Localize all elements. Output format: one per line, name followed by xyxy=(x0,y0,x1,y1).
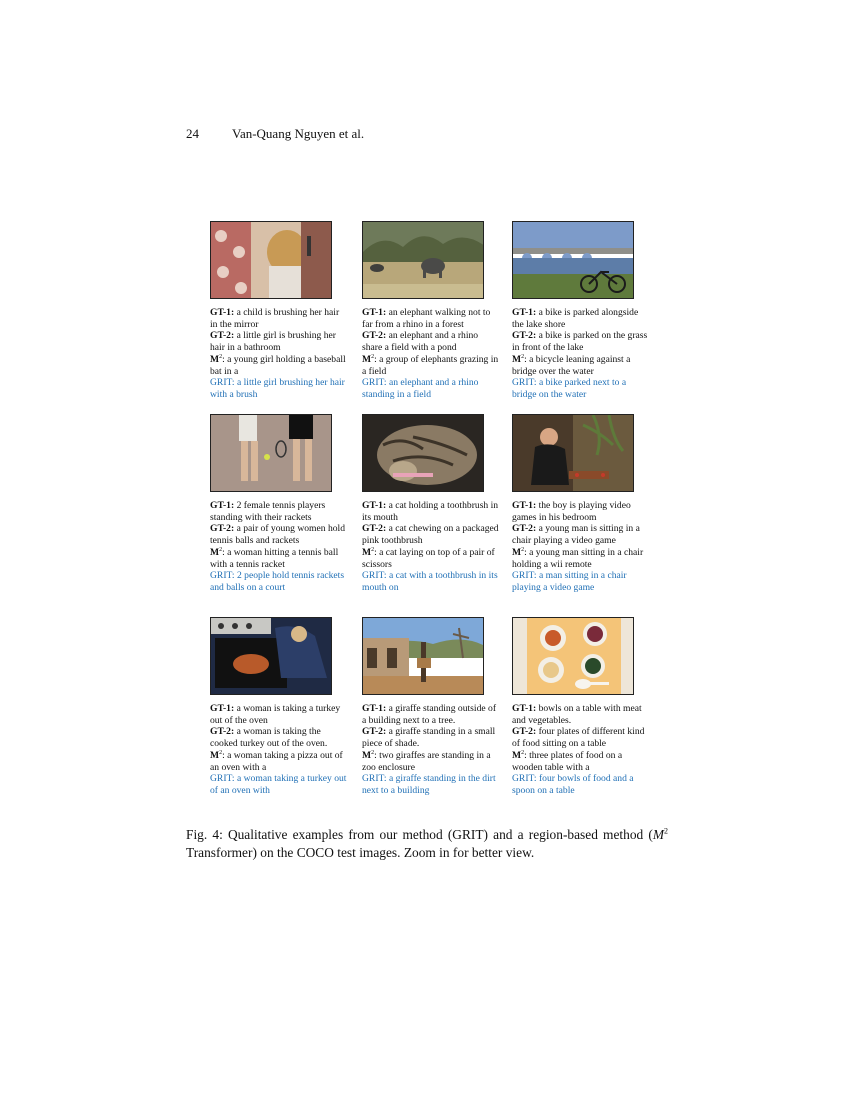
grit-caption: GRIT: a bike parked next to a bridge on the water xyxy=(512,377,627,400)
example-6 xyxy=(512,414,652,594)
caption-block: GT-1: a giraffe standing outside of a building next to a tree. GT-2: a giraffe standing in a small piece of shade. $M^2$: two giraffes are standing in a zoo enclosure GRIT: a giraffe standing in the dirt next to a building xyxy=(362,703,497,796)
example-7 xyxy=(210,617,350,797)
grit-caption: GRIT: a woman taking a turkey out of an oven with xyxy=(210,773,347,796)
caption-block: GT-1: 2 female tennis players standing with their rackets GT-2: a pair of young women hold tennis balls and rackets $M^2$: a woman hitting a tennis ball with a tennis racket GRIT: 2 people hold tennis rackets and balls on a court xyxy=(210,500,346,593)
grit-caption: GRIT: an elephant and a rhino standing in a field xyxy=(362,377,479,400)
caption-block: GT-1: the boy is playing video games in his bedroom GT-2: a young man is sitting in a chair playing a video game $M^2$: a young man sitting in a chair holding a wii remote GRIT: a man sitting in a chair playing a video game xyxy=(512,500,644,593)
photo-bike-lake xyxy=(512,221,634,299)
photo-tennis-players xyxy=(210,414,332,492)
caption-block: GT-1: an elephant walking not to far from a rhino in a forest GT-2: an elephant and a rhino share a field with a pond $M^2$: a group of elephants grazing in a field GRIT: an elephant and a rhino standing in a field xyxy=(362,307,499,400)
caption-block: GT-1: bowls on a table with meat and vegetables. GT-2: four plates of different kind of food sitting on a table $M^2$: three plates of food on a wooden table with a GRIT: four bowls of food and a spoon on a table xyxy=(512,703,645,796)
grit-caption: GRIT: a cat with a toothbrush in its mouth on xyxy=(362,570,498,593)
page-number: 24 xyxy=(186,126,199,141)
caption-block: GT-1: a woman is taking a turkey out of the oven GT-2: a woman is taking the cooked turkey out of the oven. $M^2$: a woman taking a pizza out of an oven with a GRIT: a woman taking a turkey out of an oven with xyxy=(210,703,347,796)
running-authors: Van-Quang Nguyen et al. xyxy=(232,126,365,141)
example-8 xyxy=(362,617,502,797)
photo-girl-brushing-hair xyxy=(210,221,332,299)
photo-man-video-game xyxy=(512,414,634,492)
grit-caption: GRIT: a man sitting in a chair playing a video game xyxy=(512,570,627,593)
example-9 xyxy=(512,617,652,797)
example-2 xyxy=(362,221,502,401)
grit-caption: GRIT: a little girl brushing her hair with a brush xyxy=(210,377,345,400)
photo-giraffe-building xyxy=(362,617,484,695)
photo-elephant-rhino xyxy=(362,221,484,299)
photo-bowls-of-food xyxy=(512,617,634,695)
figure-grid xyxy=(210,221,650,801)
grit-caption: GRIT: four bowls of food and a spoon on a table xyxy=(512,773,634,796)
example-1 xyxy=(210,221,350,401)
example-4 xyxy=(210,414,350,594)
caption-block: GT-1: a child is brushing her hair in the mirror GT-2: a little girl is brushing her hair in a bathroom $M^2$: a young girl holding a baseball bat in a GRIT: a little girl brushing her hair with a brush xyxy=(210,307,346,400)
grit-caption: GRIT: 2 people hold tennis rackets and balls on a court xyxy=(210,570,345,593)
example-3 xyxy=(512,221,652,401)
photo-woman-oven xyxy=(210,617,332,695)
figure-caption: Fig. 4: Qualitative examples from our method (GRIT) and a region-based method ($M^2$ Transformer) on the COCO test images. Zoom in for better view. xyxy=(186,826,668,860)
page-header xyxy=(186,126,364,142)
caption-block: GT-1: a bike is parked alongside the lake shore GT-2: a bike is parked on the grass in front of the lake $M^2$: a bicycle leaning against a bridge over the water GRIT: a bike parked next to a bridge on the water xyxy=(512,307,648,400)
caption-block: GT-1: a cat holding a toothbrush in its mouth GT-2: a cat chewing on a packaged pink toothbrush $M^2$: a cat laying on top of a pair of scissors GRIT: a cat with a toothbrush in its mouth on xyxy=(362,500,499,593)
m2-symbol: M xyxy=(652,827,664,842)
example-5 xyxy=(362,414,502,594)
grit-caption: GRIT: a giraffe standing in the dirt next to a building xyxy=(362,773,496,796)
photo-cat-toothbrush xyxy=(362,414,484,492)
